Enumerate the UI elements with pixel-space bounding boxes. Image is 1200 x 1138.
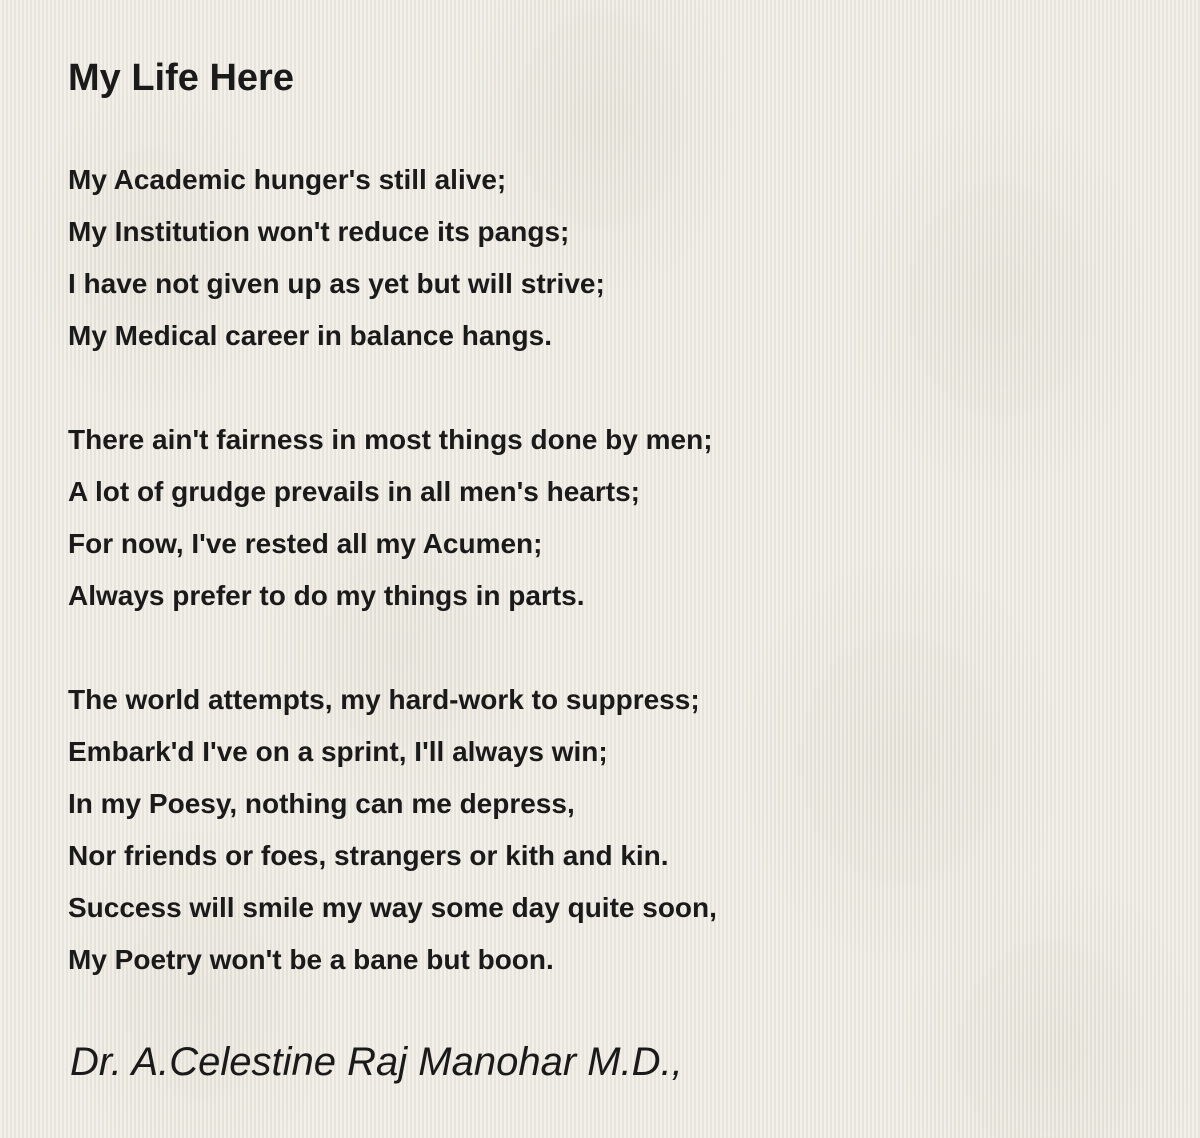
stanza-2 (68, 414, 717, 622)
poem-line: My Medical career in balance hangs. (68, 320, 552, 351)
poem-line: In my Poesy, nothing can me depress, (68, 788, 575, 819)
poem-line: A lot of grudge prevails in all men's hearts; (68, 476, 640, 507)
poem-line: My Institution won't reduce its pangs; (68, 216, 570, 247)
poem-line: Embark'd I've on a sprint, I'll always win; (68, 736, 608, 767)
poem-title: My Life Here (68, 57, 294, 99)
poem-line: Nor friends or foes, strangers or kith and kin. (68, 840, 669, 871)
poem-body (68, 154, 717, 1038)
poem-line: My Academic hunger's still alive; (68, 164, 507, 195)
poem-line: My Poetry won't be a bane but boon. (68, 944, 554, 975)
stanza-1 (68, 154, 717, 362)
poem-line: Success will smile my way some day quite soon, (68, 892, 717, 923)
poem-line: The world attempts, my hard-work to suppress; (68, 684, 700, 715)
poem-line: For now, I've rested all my Acumen; (68, 528, 543, 559)
stanza-3 (68, 674, 717, 986)
poem-line: Always prefer to do my things in parts. (68, 580, 585, 611)
poem-line: There ain't fairness in most things done by men; (68, 424, 713, 455)
poem-line: I have not given up as yet but will strive; (68, 268, 605, 299)
poem-author: Dr. A.Celestine Raj Manohar M.D., (70, 1040, 683, 1084)
